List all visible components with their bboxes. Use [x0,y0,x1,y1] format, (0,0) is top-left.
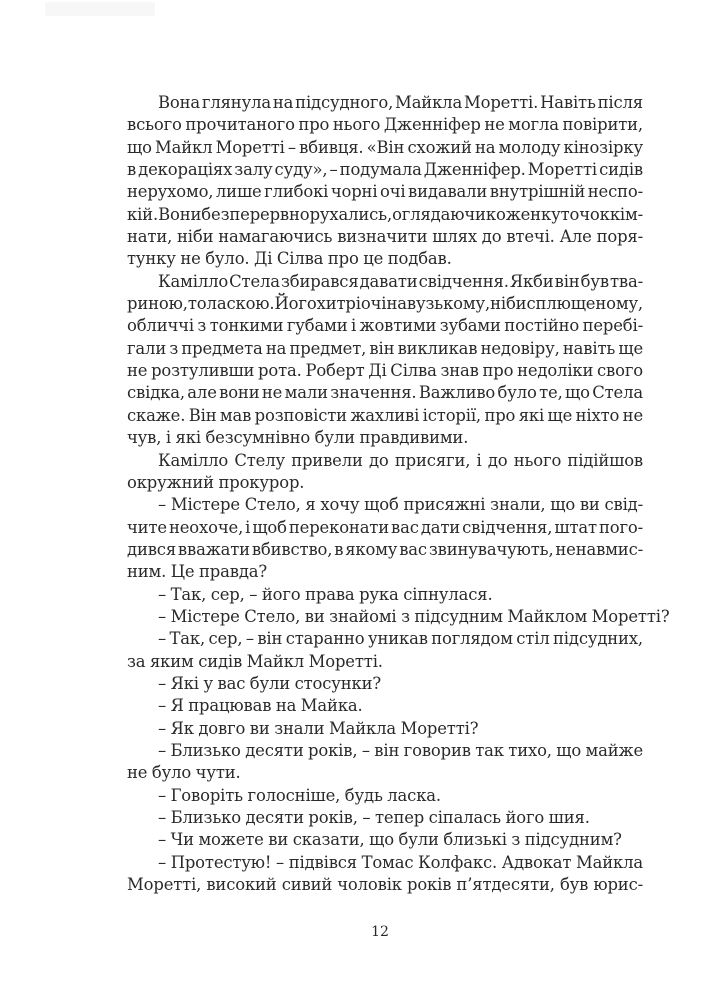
text-line: – Які у вас були стосунки? [158,673,382,693]
text-line: в декораціях залу суду», – подумала Дженніфер. Моретті сидів [127,160,643,180]
text-line: кій. Вони безперервно рухались, оглядаючи кожен куточок кім- [127,204,643,224]
text-line: – Говоріть голосніше, будь ласка. [158,785,441,805]
text-line: – Так, сер, – його права рука сіпнулася. [158,584,493,604]
text-line: Вона глянула на підсудного, Майкла Моретті. Навіть після [158,93,643,112]
text-line: окружний прокурор. [127,472,305,492]
text-line: – Містере Стело, я хочу щоб присяжні знали, що ви свід- [158,495,643,515]
text-line: – Чи можете ви сказати, що були близькі з підсудним? [158,830,622,850]
text-line: гали з предмета на предмет, він викликав недовіру, навіть ще [127,338,643,358]
text-line: за яким сидів Майкл Моретті. [127,651,383,671]
text-line: тунку не було. Ді Сілва про це подбав. [127,249,452,269]
text-line: що Майкл Моретті – вбивця. «Він схожий на молоду кінозірку [127,137,643,157]
text-line: – Близько десяти років, – він говорив так тихо, що майже [158,740,643,760]
text-line: обличчі з тонкими губами і жовтими зубами постійно перебі- [127,316,643,336]
text-line: чите неохоче, і щоб переконати вас дати свідчення, штат пого- [127,517,643,537]
body-text [127,92,670,896]
text-line: ним. Це правда? [127,562,268,582]
text-line: – Містере Стело, ви знайомі з підсудним Майклом Моретті? [158,606,670,626]
text-line: – Так, сер, – він старанно уникав поглядом стіл підсудних, [158,629,643,649]
text-line: не було чути. [127,763,241,783]
text-line: дився вважати вбивство, в якому вас звинувачують, ненавмис- [127,539,643,559]
text-line: скаже. Він мав розповісти жахливі історії, про які ще ніхто не [127,405,643,425]
page-number: 12 [371,924,389,940]
text-line: нати, ніби намагаючись визначити шлях до втечі. Але поря- [127,227,643,247]
text-line: Камілло Стелу привели до присяги, і до нього підійшов [158,450,643,470]
bleed-through-artifact [45,2,155,16]
text-line: свідка, але вони не мали значення. Важливо було те, що Стела [127,383,643,403]
text-line: Моретті, високий сивий чоловік років п’ятдесяти, був юрис- [127,875,643,895]
text-line: – Протестую! – підвівся Томас Колфакс. Адвокат Майкла [158,852,643,872]
text-line: – Я працював на Майка. [158,696,363,716]
text-line: нерухомо, лише глибокі чорні очі видавали внутрішній неспо- [127,182,643,202]
text-line: риною, то ласкою. Його хитрі очі на вузькому, ніби сплющеному, [127,294,643,314]
text-line: всього прочитаного про нього Дженніфер не могла повірити, [127,115,643,135]
text-line: не розтуливши рота. Роберт Ді Сілва знав про недоліки свого [127,361,643,381]
text-line: – Близько десяти років, – тепер сіпалась його шия. [158,808,590,827]
text-line: – Як довго ви знали Майкла Моретті? [158,718,479,738]
text-line: чув, і які безсумнівно були правдивими. [127,428,469,448]
text-line: Камілло Стела збирався давати свідчення. Якби він був тва- [158,271,643,291]
